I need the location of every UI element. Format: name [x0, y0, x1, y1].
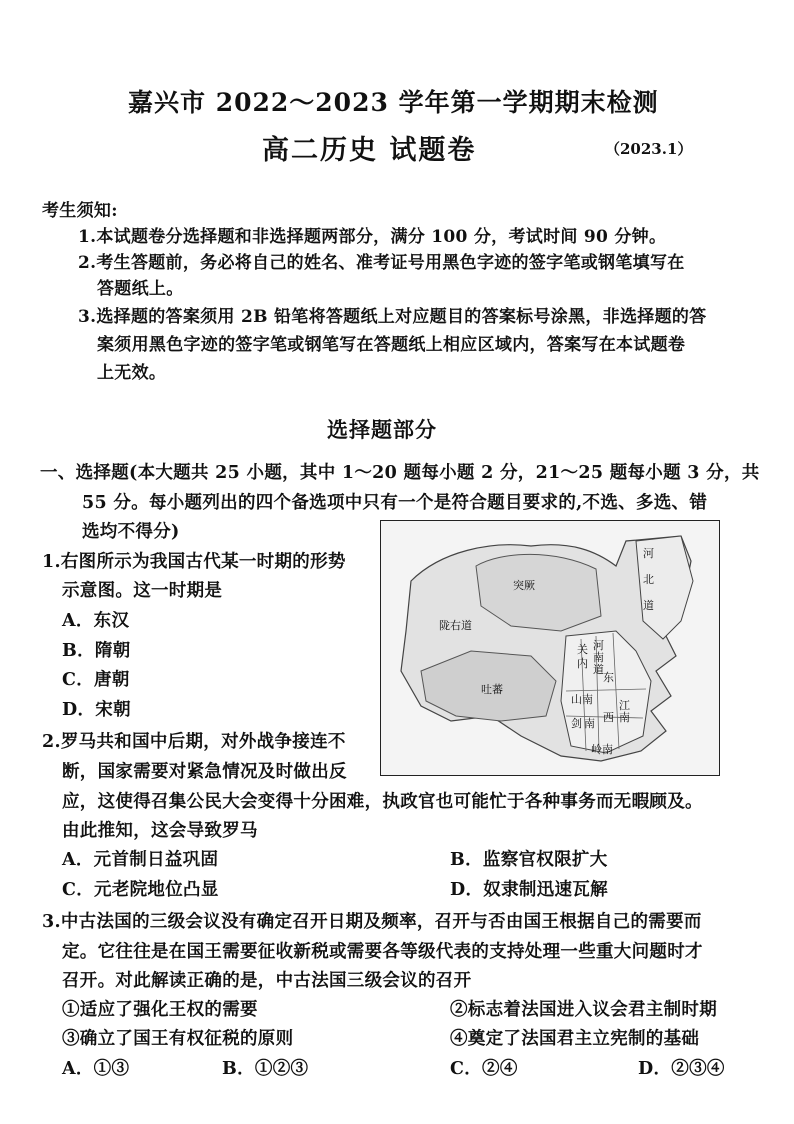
q1-option-a: A．东汉	[62, 611, 130, 631]
q3-option-c: C．②④	[450, 1059, 518, 1079]
q3-stem-3: 召开。对此解读正确的是，中古法国三级会议的召开	[62, 971, 472, 991]
map-label-guannei-2: 内	[577, 657, 588, 670]
q2-stem-3: 应，这使得召集公民大会变得十分困难，执政官也可能忙于各种事务而无暇顾及。	[62, 792, 703, 812]
q3-option-a: A．①③	[62, 1059, 130, 1079]
exam-date: （2023.1）	[605, 140, 693, 158]
q1-stem-1: 1.右图所示为我国古代某一时期的形势	[42, 552, 346, 572]
map-label-guannei: 关	[577, 643, 588, 656]
map-label-shannan: 山南	[571, 693, 593, 706]
q3-statement-1: ①适应了强化王权的需要	[62, 1000, 258, 1020]
notice-item-3-cont2: 上无效。	[97, 363, 167, 383]
map-label-henan-2: 南	[593, 651, 604, 664]
map-label-longyou: 陇右道	[439, 619, 472, 632]
map-label-xidao: 西	[603, 711, 614, 724]
part-one-line-3: 选均不得分)	[82, 522, 180, 542]
q3-option-d: D．②③④	[638, 1059, 725, 1079]
notice-item-2: 2.考生答题前，务必将自己的姓名、准考证号用黑色字迹的签字笔或钢笔填写在	[78, 253, 685, 273]
notice-item-3-cont: 案须用黑色字迹的签字笔或钢笔写在答题纸上相应区域内，答案写在本试题卷	[97, 335, 686, 355]
q3-statement-2: ②标志着法国进入议会君主制时期	[450, 1000, 717, 1020]
map-label-jiannan-1: 剑	[571, 717, 582, 730]
map-label-jiangnan-2: 南	[619, 711, 630, 724]
q3-statement-3: ③确立了国王有权征税的原则	[62, 1029, 294, 1049]
map-label-hebei-1: 河	[643, 547, 654, 560]
q1-option-d: D．宋朝	[62, 700, 131, 720]
tang-dynasty-map	[380, 520, 720, 776]
map-label-jiannan-2: 南	[584, 717, 595, 730]
q2-option-b: B．监察官权限扩大	[450, 850, 608, 870]
q2-option-c: C．元老院地位凸显	[62, 880, 219, 900]
notice-item-2-cont: 答题纸上。	[97, 279, 184, 299]
q3-stem-1: 3.中古法国的三级会议没有确定召开日期及频率，召开与否由国王根据自己的需要而	[42, 912, 702, 932]
map-label-hebei-2: 北	[643, 573, 654, 586]
q1-option-c: C．唐朝	[62, 670, 130, 690]
q3-option-b: B．①②③	[222, 1059, 309, 1079]
q2-option-d: D．奴隶制迅速瓦解	[450, 880, 608, 900]
exam-subtitle: 高二历史 试题卷	[262, 135, 477, 166]
q3-statement-4: ④奠定了法国君主立宪制的基础	[450, 1029, 700, 1049]
q2-option-a: A．元首制日益巩固	[62, 850, 219, 870]
map-label-lingnan: 岭南	[591, 743, 613, 756]
section-title: 选择题部分	[327, 417, 437, 442]
map-label-hebei-3: 道	[643, 599, 654, 612]
map-label-hedong: 东	[603, 671, 614, 684]
q2-stem-1: 2.罗马共和国中后期，对外战争接连不	[42, 732, 346, 752]
notice-item-1: 1.本试题卷分选择题和非选择题两部分，满分 100 分，考试时间 90 分钟。	[78, 227, 667, 247]
notice-item-3: 3.选择题的答案须用 2B 铅笔将答题纸上对应题目的答案标号涂黑，非选择题的答	[78, 307, 707, 327]
part-one-line-2: 55 分。每小题列出的四个备选项中只有一个是符合题目要求的,不选、多选、错	[82, 493, 708, 513]
map-label-tujue: 突厥	[513, 579, 535, 592]
q2-stem-4: 由此推知，这会导致罗马	[62, 821, 258, 841]
notice-heading: 考生须知:	[42, 201, 118, 221]
map-label-jiangnan: 江	[619, 699, 630, 712]
exam-title: 嘉兴市 2022～2023 学年第一学期期末检测	[128, 88, 659, 117]
q1-stem-2: 示意图。这一时期是	[62, 581, 223, 601]
map-label-henan-3: 道	[593, 663, 604, 676]
q3-stem-2: 定。它往往是在国王需要征收新税或需要各等级代表的支持处理一些重大问题时才	[62, 942, 703, 962]
map-label-henan-1: 河	[593, 639, 604, 652]
map-drawing	[381, 521, 719, 775]
map-label-tubo: 吐蕃	[481, 683, 503, 696]
part-one-line-1: 一、选择题(本大题共 25 小题，其中 1～20 题每小题 2 分，21～25 题每小题 3 分，共	[40, 463, 760, 483]
q1-option-b: B．隋朝	[62, 641, 131, 661]
q2-stem-2: 断，国家需要对紧急情况及时做出反	[62, 762, 347, 782]
